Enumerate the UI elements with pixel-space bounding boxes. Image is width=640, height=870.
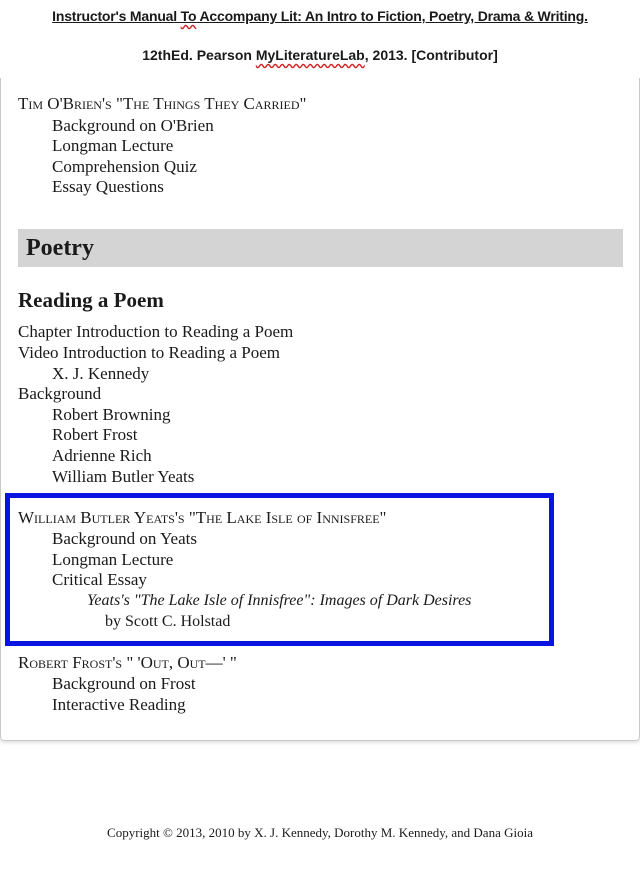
poetry-section-band <box>18 229 623 267</box>
essay-title-part: The Lake Isle of Innisfree <box>140 592 304 609</box>
citation-title-part: Accompany Lit: An Intro to Fiction, Poetry, Drama & Writing. <box>196 8 588 24</box>
list-item: Comprehension Quiz <box>52 157 197 176</box>
list-item: Chapter Introduction to Reading a Poem <box>18 322 294 341</box>
list-item: William Butler Yeats <box>52 467 195 486</box>
citation-edition <box>0 47 640 63</box>
list-item: Robert Frost <box>52 425 138 444</box>
section-heading-frost: Robert Frost's " 'Out, Out—' " <box>18 653 237 672</box>
list-item: Interactive Reading <box>52 695 186 714</box>
highlight-box <box>5 493 554 646</box>
edition-part: , 2013. [Contributor] <box>364 47 498 63</box>
list-item: Longman Lecture <box>52 550 174 569</box>
essay-title-part: Yeats's " <box>87 592 141 609</box>
list-item: X. J. Kennedy <box>52 364 150 383</box>
citation-title <box>0 8 640 24</box>
section-heading-obrien: Tim O'Brien's "The Things They Carried" <box>18 94 307 113</box>
list-item: Longman Lecture <box>52 136 174 155</box>
list-item: Background on Frost <box>52 674 196 693</box>
list-item: Background on Yeats <box>52 529 197 548</box>
list-item: Background on O'Brien <box>52 116 214 135</box>
spellcheck-word: To <box>180 8 197 24</box>
spellcheck-word: MyLiteratureLab <box>255 47 365 63</box>
list-item: Adrienne Rich <box>52 446 152 465</box>
copyright-footer: Copyright © 2013, 2010 by X. J. Kennedy, Dorothy M. Kennedy, and Dana Gioia <box>107 825 533 840</box>
section-heading-yeats: William Butler Yeats's "The Lake Isle of Innisfree" <box>18 508 387 527</box>
citation-title-part: Instructor's Manual <box>52 8 181 24</box>
critical-essay-author: by Scott C. Holstad <box>105 613 231 630</box>
poetry-band-title: Poetry <box>26 235 94 261</box>
essay-title-part: ": Images of Dark Desires <box>303 592 472 609</box>
list-item: Robert Browning <box>52 405 171 424</box>
list-item: Essay Questions <box>52 177 164 196</box>
reading-a-poem-heading: Reading a Poem <box>18 288 164 312</box>
list-item: Critical Essay <box>52 570 147 589</box>
list-item: Background <box>18 384 102 403</box>
list-item: Video Introduction to Reading a Poem <box>18 343 280 362</box>
edition-part: 12thEd. Pearson <box>142 47 256 63</box>
